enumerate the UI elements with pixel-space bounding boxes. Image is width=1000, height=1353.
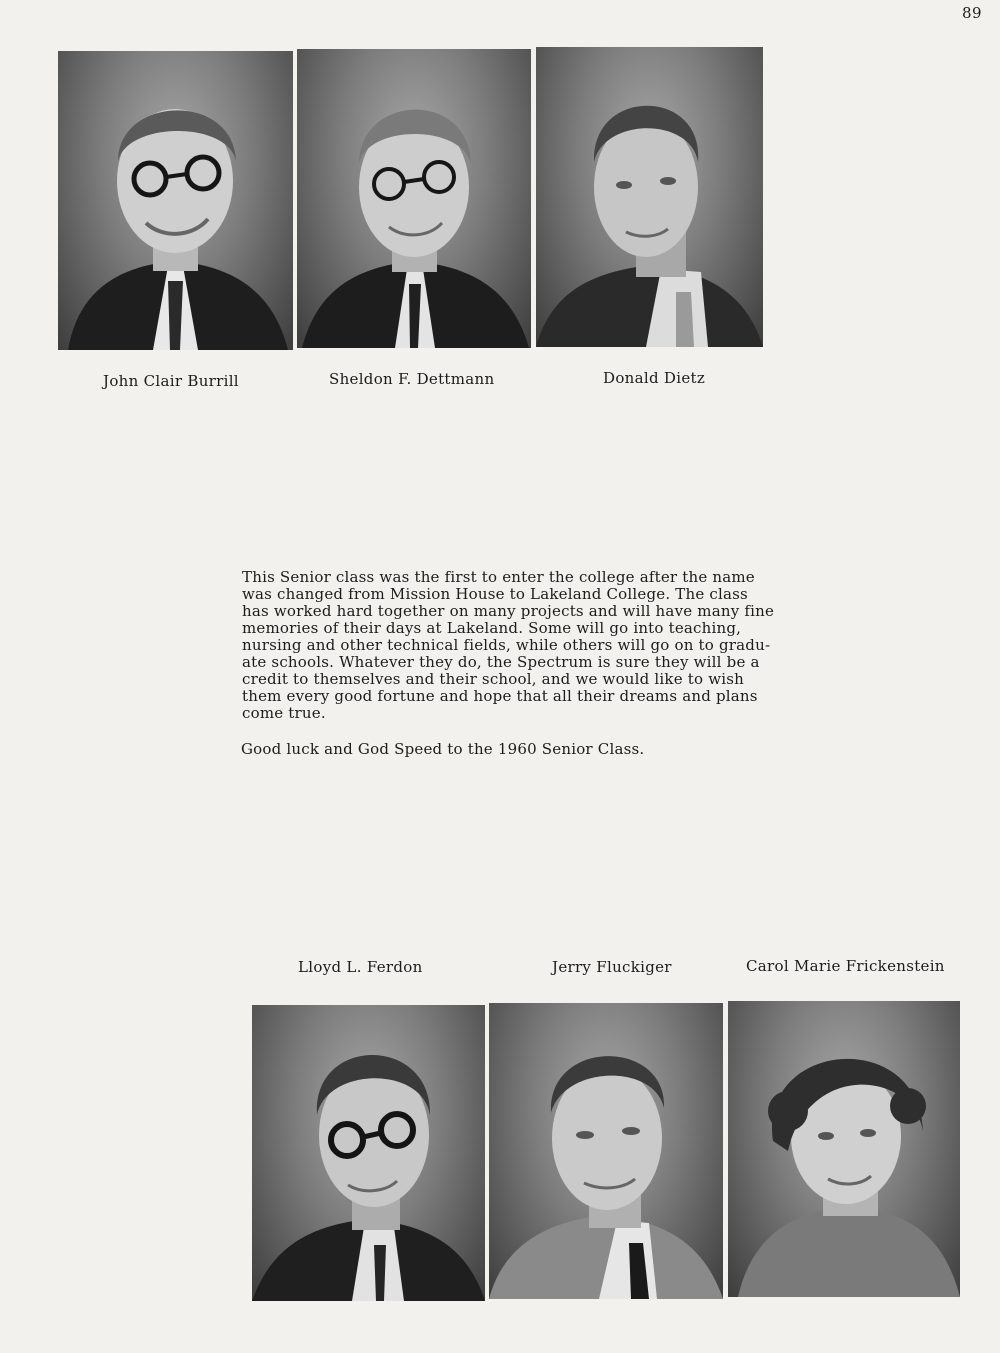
text-line: nursing and other technical fields, while others will go on to gradu-: [242, 636, 771, 654]
caption-ferdon: Lloyd L. Ferdon: [298, 958, 423, 976]
portrait-photo-frickenstein: [728, 1001, 960, 1297]
closing-line: Good luck and God Speed to the 1960 Senior Class.: [241, 740, 645, 758]
text-line: them every good fortune and hope that all their dreams and plans: [242, 687, 758, 705]
portrait-photo-burrill: [58, 51, 293, 350]
text-line: come true.: [242, 704, 326, 722]
class-description: [242, 569, 782, 722]
portrait-photo-fluckiger: [489, 1003, 723, 1299]
text-line: credit to themselves and their school, and we would like to wish: [242, 670, 744, 688]
page-number: 89: [962, 4, 983, 22]
caption-frickenstein: Carol Marie Frickenstein: [746, 957, 945, 975]
portrait-photo-ferdon: [252, 1005, 485, 1301]
text-line: memories of their days at Lakeland. Some will go into teaching,: [242, 619, 742, 637]
text-line: This Senior class was the first to enter the college after the name: [242, 568, 755, 586]
caption-dietz: Donald Dietz: [603, 369, 706, 387]
portrait-photo-dietz: [536, 47, 763, 347]
caption-burrill: John Clair Burrill: [103, 372, 239, 390]
text-line: ate schools. Whatever they do, the Spectrum is sure they will be a: [242, 653, 760, 671]
caption-dettmann: Sheldon F. Dettmann: [329, 370, 495, 388]
text-line: has worked hard together on many projects and will have many fine: [242, 602, 775, 620]
caption-fluckiger: Jerry Fluckiger: [552, 958, 672, 976]
portrait-photo-dettmann: [297, 49, 531, 348]
text-line: was changed from Mission House to Lakeland College. The class: [242, 585, 748, 603]
